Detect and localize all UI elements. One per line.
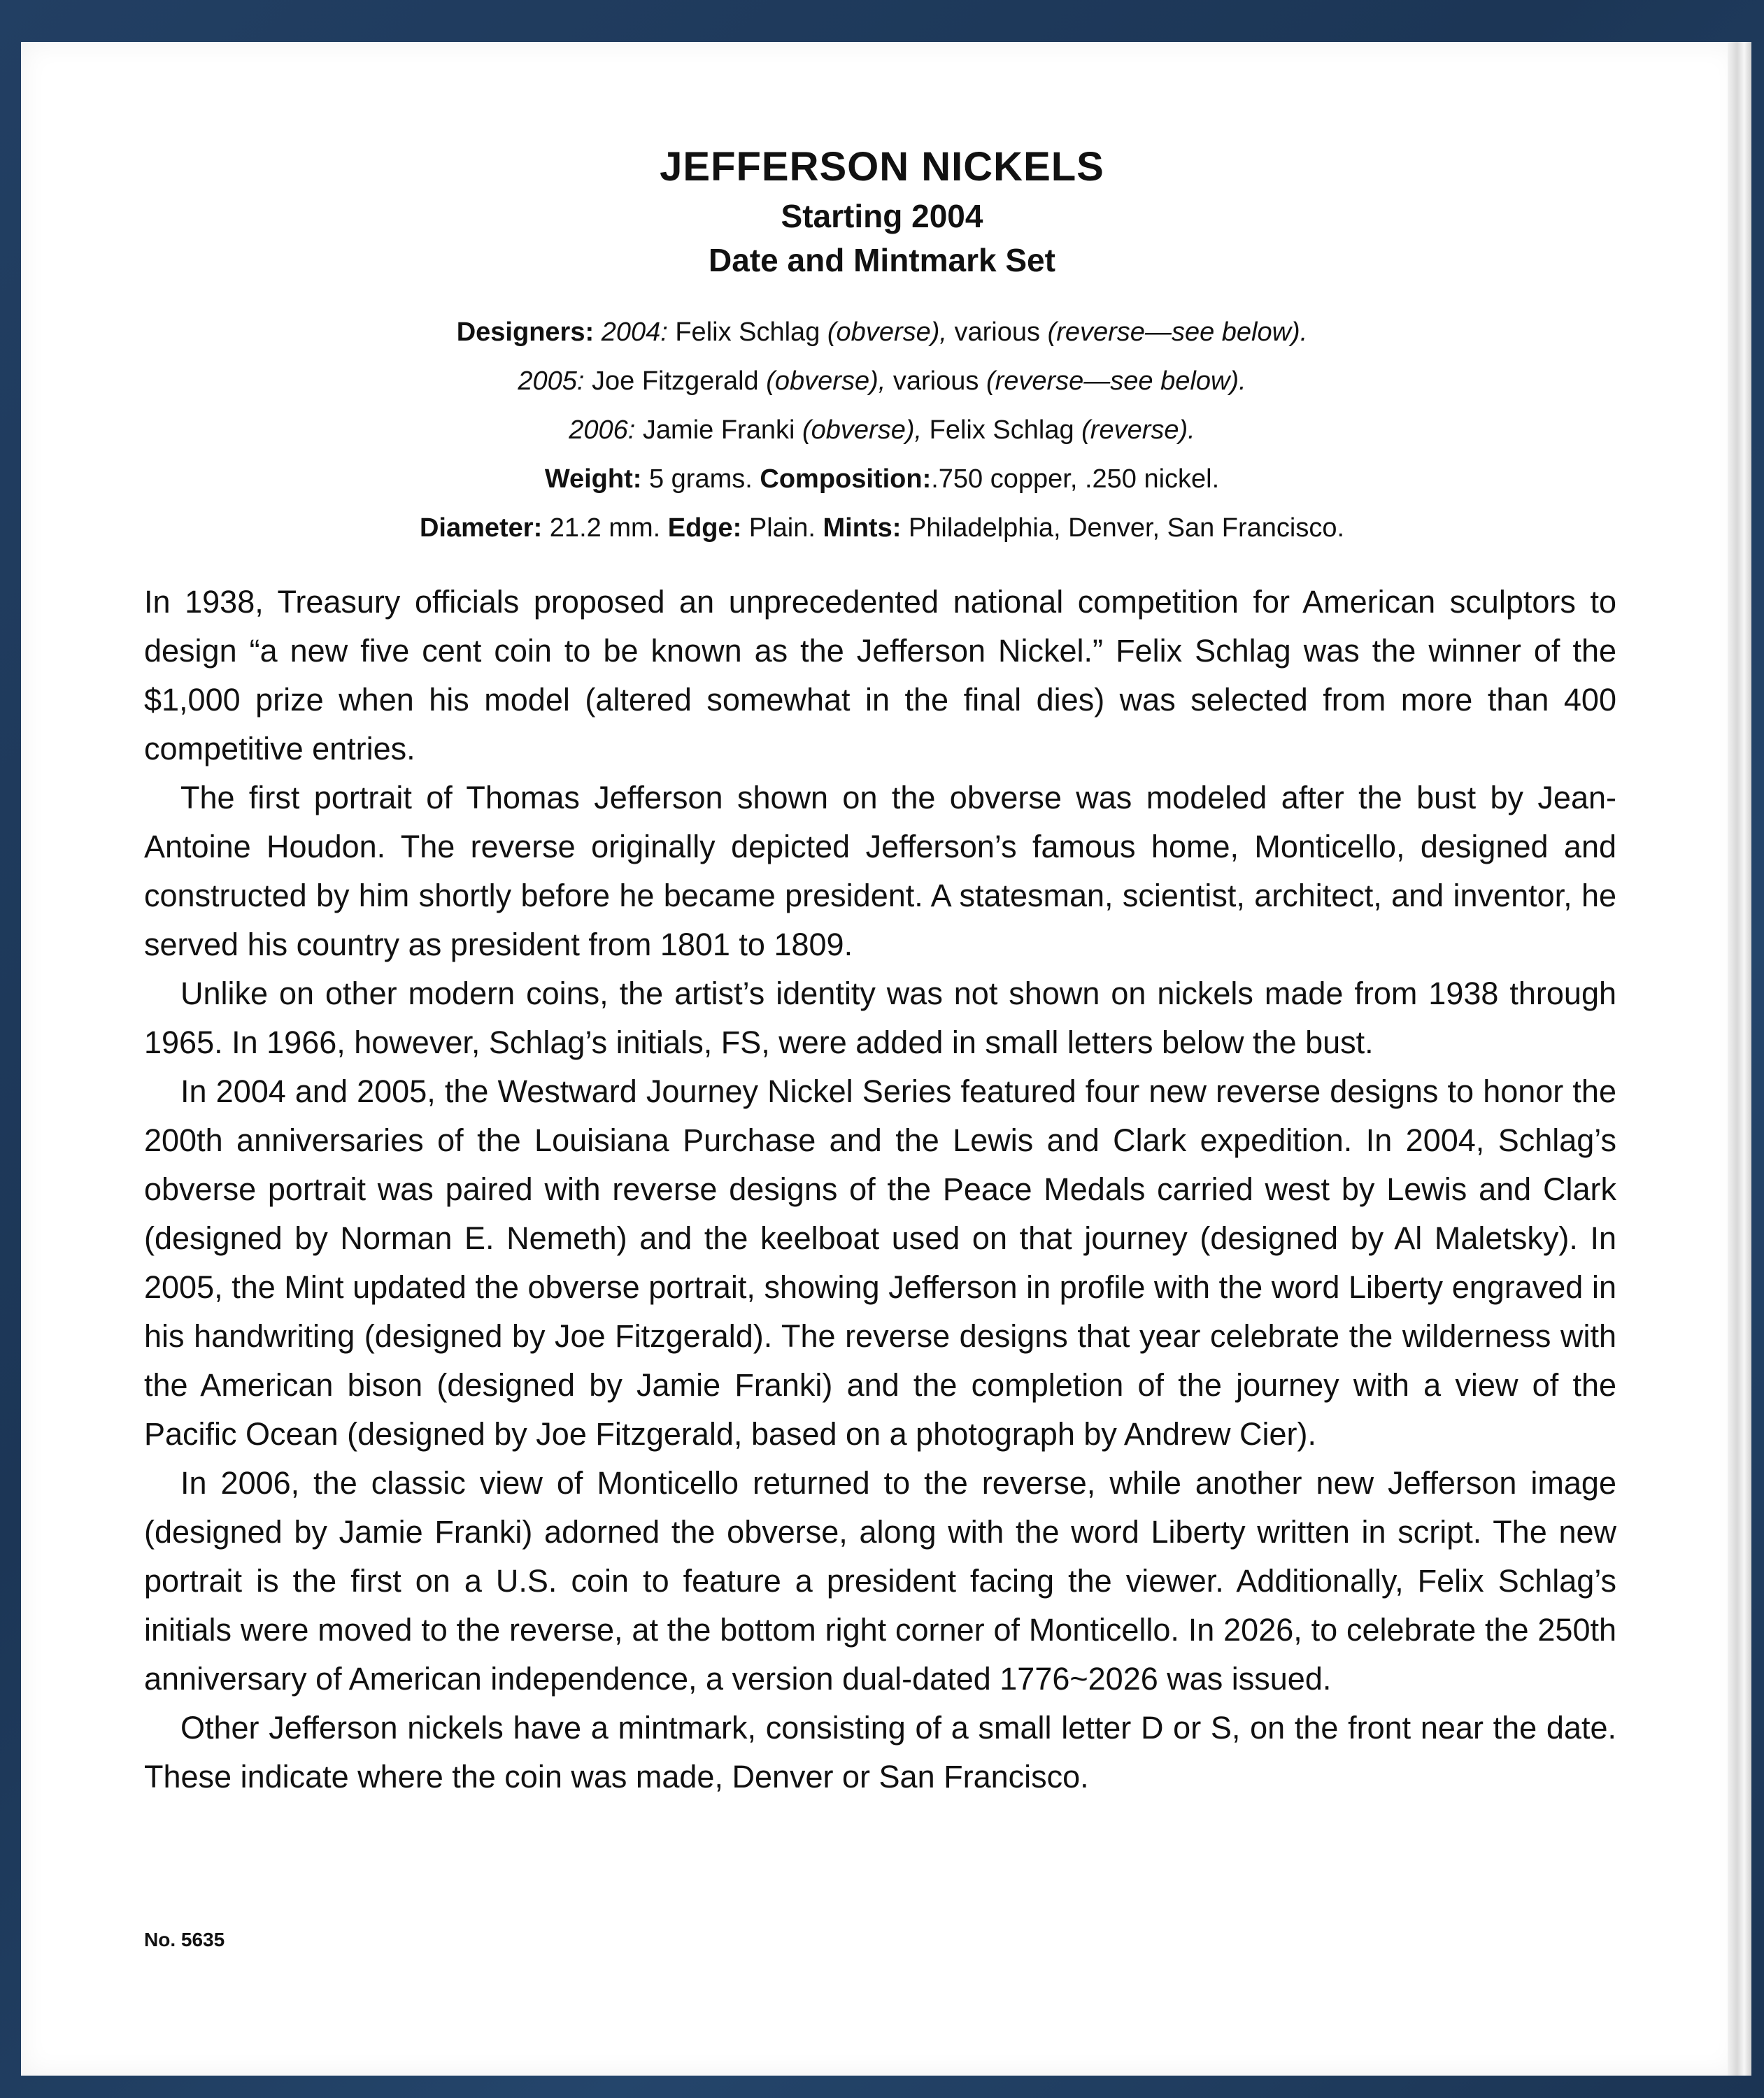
- diameter-value: 21.2 mm.: [549, 513, 661, 543]
- designers-2004-line: [0, 308, 1764, 357]
- paragraph: In 2004 and 2005, the Westward Journey Nickel Series featured four new reverse designs to honor the 200th anniversaries of the Louisiana Purchase and the Lewis and Clark expedition. In 2004, Schlag’s obverse portrait was paired with reverse designs of the Peace Medals carried west by Lewis and Clark (designed by Norman E. Nemeth) and the keelboat used on that journey (designed by Al Maletsky). In 2005, the Mint updated the obverse portrait, showing Jefferson in profile with the word Liberty engraved in his handwriting (designed by Joe Fitzgerald). The reverse designs that year celebrate the wilderness with the American bison (designed by Jamie Franki) and the completion of the journey with a view of the Pacific Ocean (designed by Joe Fitzgerald, based on a photograph by Andrew Cier).: [144, 1073, 1616, 1452]
- obverse-tag: (obverse),: [766, 366, 886, 396]
- composition-value: .750 copper, .250 nickel.: [931, 464, 1220, 494]
- diameter-label: Diameter:: [419, 513, 543, 543]
- designers-2006-line: [0, 406, 1764, 455]
- catalog-number: No. 5635: [144, 1929, 225, 1950]
- page-title: JEFFERSON NICKELS: [660, 144, 1104, 190]
- history-text: [144, 578, 1616, 1801]
- paragraph: Other Jefferson nickels have a mintmark, consisting of a small letter D or S, on the front near the date. These indicate where the coin was made, Denver or San Francisco.: [144, 1710, 1616, 1794]
- designers-2005-line: [0, 357, 1764, 406]
- various-text: various: [954, 317, 1041, 347]
- designers-label: Designers:: [456, 317, 595, 347]
- designer-2006-reverse: Felix Schlag: [929, 415, 1074, 445]
- designer-2006-obverse: Jamie Franki: [642, 415, 795, 445]
- diameter-edge-mints-line: [0, 504, 1764, 552]
- specifications: [0, 308, 1764, 552]
- mints-value: Philadelphia, Denver, San Francisco.: [908, 513, 1345, 543]
- mints-label: Mints:: [823, 513, 902, 543]
- paragraph: In 1938, Treasury officials proposed an unprecedented national competition for American sculptors to design “a new five cent coin to be known as the Jefferson Nickel.” Felix Schlag was the winner of the $1,000 prize when his model (altered somewhat in the final dies) was selected from more than 400 competitive entries.: [144, 584, 1616, 766]
- weight-composition-line: [0, 455, 1764, 504]
- reverse-tag: (reverse).: [1081, 415, 1195, 445]
- reverse-see-below: (reverse—see below).: [986, 366, 1246, 396]
- year-2004: 2004:: [601, 317, 668, 347]
- paragraph: In 2006, the classic view of Monticello returned to the reverse, while another new Jefferson image (designed by Jamie Franki) adorned the obverse, along with the word Liberty written in script. The new portrait is the first on a U.S. coin to feature a president facing the viewer. Additionally, Felix Schlag’s initials were moved to the reverse, at the bottom right corner of Monticello. In 2026, to celebrate the 250th anniversary of American independence, a version dual-dated 1776~2026 was issued.: [144, 1465, 1616, 1697]
- obverse-tag: (obverse),: [802, 415, 923, 445]
- weight-value: 5 grams.: [648, 464, 753, 494]
- year-2006: 2006:: [569, 415, 636, 445]
- paragraph: The first portrait of Thomas Jefferson shown on the obverse was modeled after the bust by Jean-Antoine Houdon. The reverse originally depicted Jefferson’s famous home, Monticello, designed and constructed by him shortly before he became president. A statesman, scientist, architect, and inventor, he served his country as president from 1801 to 1809.: [144, 780, 1616, 962]
- various-text: various: [892, 366, 979, 396]
- edge-label: Edge:: [667, 513, 742, 543]
- year-2005: 2005:: [518, 366, 585, 396]
- composition-label: Composition:: [760, 464, 932, 494]
- designer-2005-obverse: Joe Fitzgerald: [592, 366, 759, 396]
- set-name: Date and Mintmark Set: [709, 242, 1055, 278]
- weight-label: Weight:: [544, 464, 642, 494]
- edge-value: Plain.: [748, 513, 816, 543]
- paragraph: Unlike on other modern coins, the artist’s identity was not shown on nickels made from 1938 through 1965. In 1966, however, Schlag’s initials, FS, were added in small letters below the bust.: [144, 976, 1616, 1060]
- reverse-see-below: (reverse—see below).: [1047, 317, 1308, 347]
- obverse-tag: (obverse),: [827, 317, 947, 347]
- page-subtitle: Starting 2004: [781, 198, 983, 234]
- designer-2004-obverse: Felix Schlag: [675, 317, 820, 347]
